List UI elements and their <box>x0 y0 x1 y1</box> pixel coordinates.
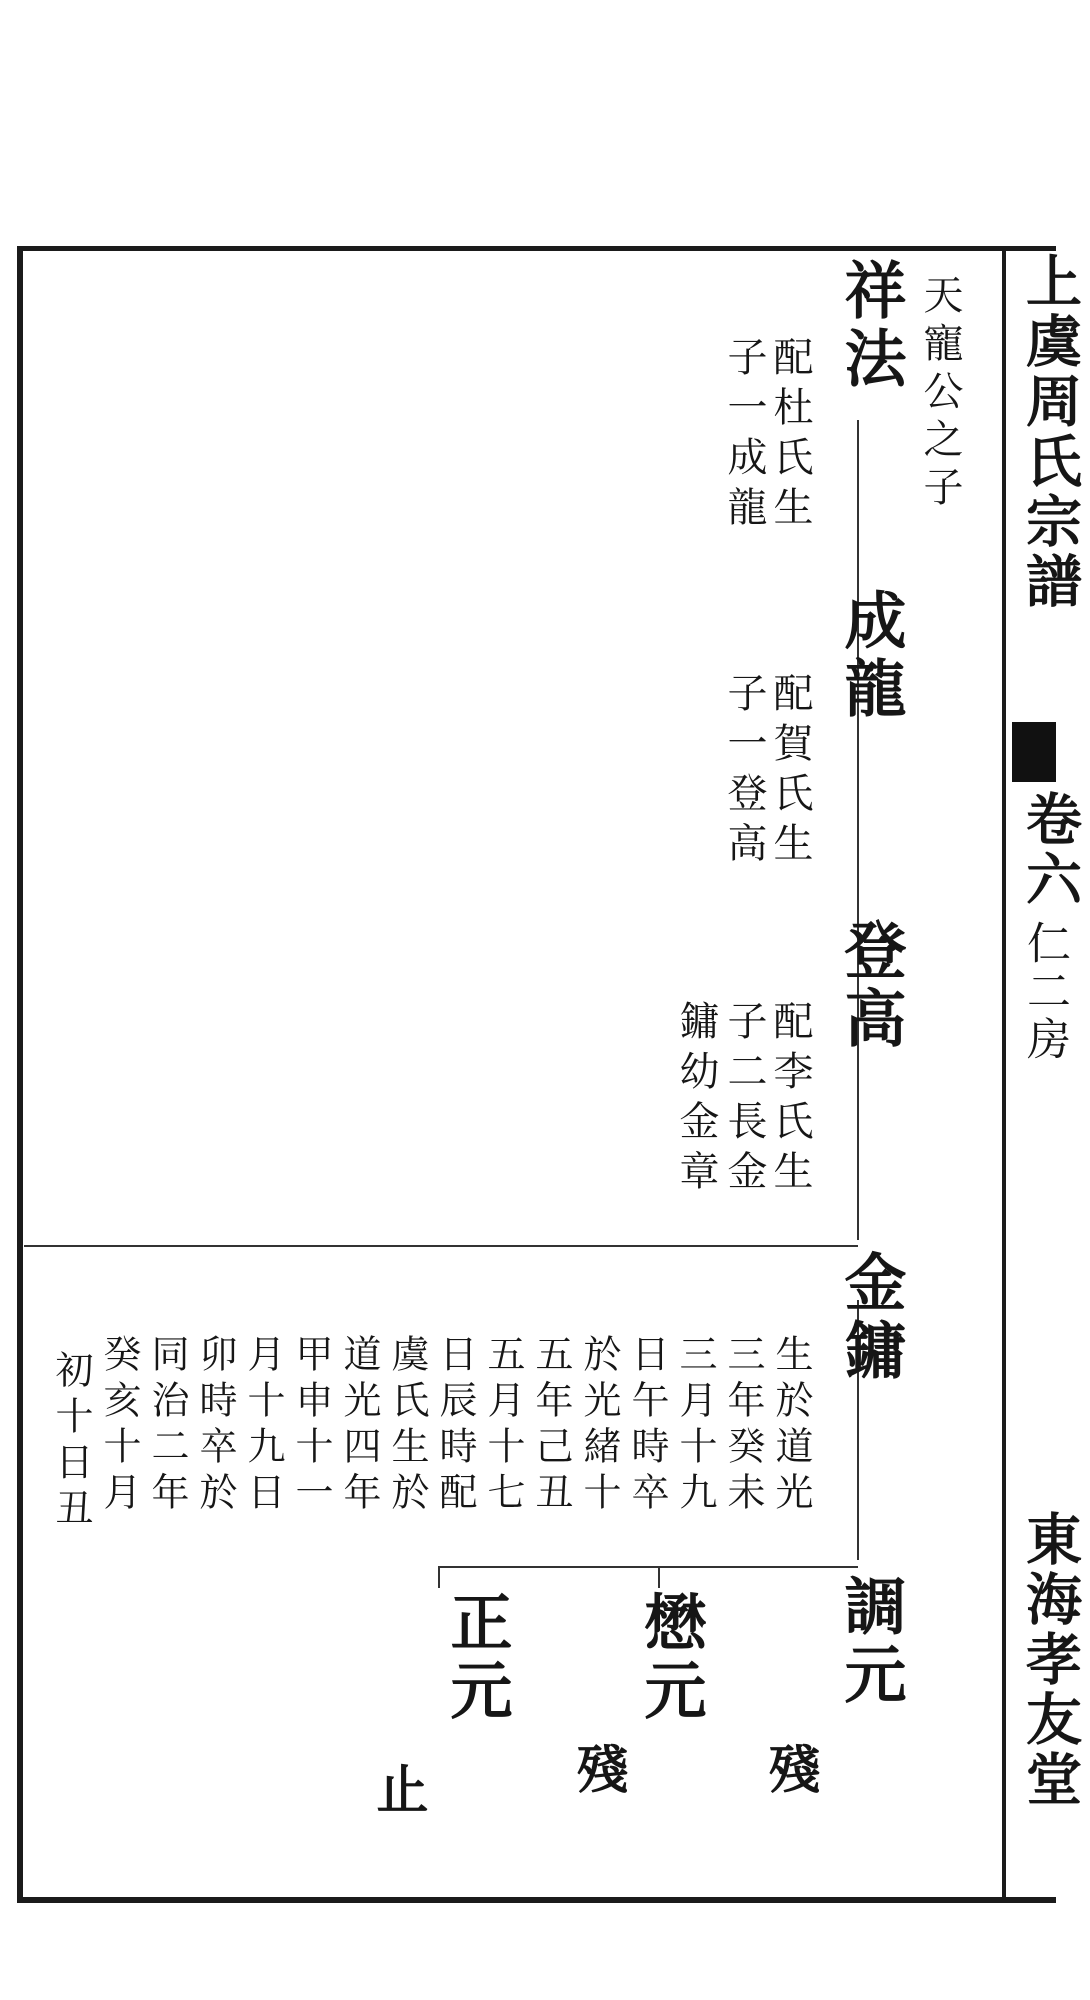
person-detail: 五年己丑 <box>529 1334 573 1518</box>
margin-title: 上虞周氏宗譜 <box>1017 252 1083 612</box>
son-name: 懋元 <box>634 1590 707 1726</box>
person-detail: 生於道光 <box>769 1334 813 1518</box>
person-detail: 道光四年 <box>337 1334 381 1518</box>
person-name: 登高 <box>834 918 907 1054</box>
lineage-vertical-line <box>857 420 859 1240</box>
person-detail: 配賀氏生 <box>767 672 813 872</box>
person-detail: 甲申十一 <box>289 1334 333 1518</box>
person-detail: 五月十七 <box>481 1334 525 1518</box>
person-detail: 日辰時配 <box>433 1334 477 1518</box>
son-name: 正元 <box>440 1590 513 1726</box>
frame-bottom-border <box>20 1897 1056 1903</box>
son-connector-3 <box>438 1566 440 1588</box>
person-detail: 三月十九 <box>673 1334 717 1518</box>
person-detail: 卯時卒於 <box>193 1334 237 1518</box>
son-mark: 殘 <box>759 1742 820 1794</box>
sons-branch-line <box>438 1566 858 1568</box>
person-note: 天寵公之子 <box>917 274 963 514</box>
person-name: 金鏞 <box>834 1250 907 1386</box>
person-detail: 子二長金 <box>721 1000 767 1200</box>
person-detail: 子一登高 <box>721 672 767 872</box>
son-mark: 止 <box>367 1762 428 1814</box>
person-name: 祥法 <box>834 258 907 394</box>
generation-divider <box>24 1245 858 1247</box>
person-detail: 虞氏生於 <box>385 1334 429 1518</box>
person-detail: 三年癸未 <box>721 1334 765 1518</box>
son-name: 調元 <box>834 1574 907 1710</box>
frame-right-border <box>1002 246 1006 1903</box>
person-detail: 月十九日 <box>241 1334 285 1518</box>
margin-black-mark <box>1012 722 1056 782</box>
person-detail: 同治二年 <box>145 1334 189 1518</box>
person-detail: 癸亥十月 <box>97 1334 141 1518</box>
person-detail: 日午時卒 <box>625 1334 669 1518</box>
person-detail: 配杜氏生 <box>767 336 813 536</box>
person-detail: 鏞幼金章 <box>673 1000 719 1200</box>
person-name: 成龍 <box>834 588 907 724</box>
margin-branch: 仁二房 <box>1019 920 1070 1064</box>
person-detail: 初十日丑 <box>49 1350 93 1534</box>
person-detail: 子一成龍 <box>721 336 767 536</box>
person-detail: 於光緒十 <box>577 1334 621 1518</box>
margin-volume: 卷六 <box>1017 790 1083 910</box>
son-connector-2 <box>658 1566 660 1588</box>
person-detail: 配李氏生 <box>767 1000 813 1200</box>
frame-left-border <box>17 246 23 1903</box>
margin-hall: 東海孝友堂 <box>1017 1510 1083 1810</box>
frame-top-border <box>20 246 1056 251</box>
son-mark: 殘 <box>567 1742 628 1794</box>
